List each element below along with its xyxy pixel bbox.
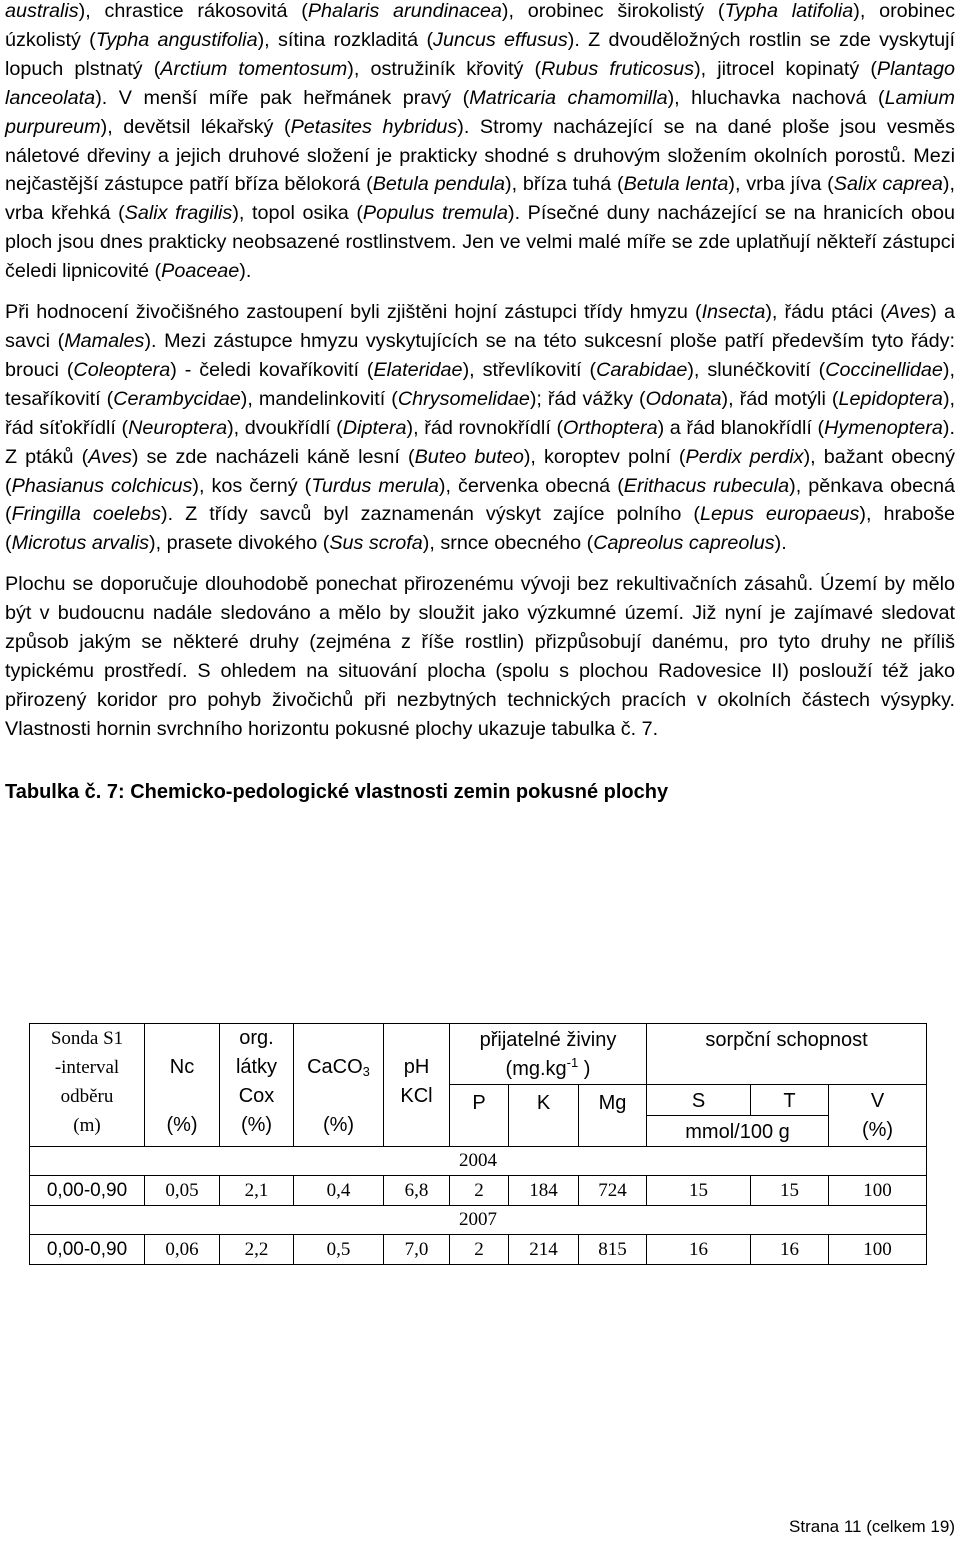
latin-name: Arctium tomentosum: [160, 57, 348, 80]
text-run: ), kos černý (: [192, 474, 312, 497]
latin-name: Cerambycidae: [113, 387, 241, 410]
header-caco3: CaCO$_3$ (%): [294, 1024, 384, 1147]
year-2007: 2007: [30, 1206, 927, 1235]
text-run: ).: [239, 260, 252, 283]
latin-name: Aves: [88, 445, 132, 468]
header-mg: Mg: [579, 1085, 647, 1147]
latin-name: Erithacus rubecula: [623, 474, 790, 497]
latin-name: Chrysomelidae: [397, 387, 530, 410]
latin-name: Lepus europaeus: [700, 503, 860, 526]
table-caption: Tabulka č. 7: Chemicko-pedologické vlastnosti zemin pokusné plochy: [5, 780, 669, 803]
latin-name: Buteo buteo: [414, 445, 524, 468]
paragraph-fauna: [5, 298, 955, 558]
latin-name: Rubus fruticosus: [541, 57, 695, 80]
text-run: ), sítina rozkladitá (: [257, 28, 434, 51]
text-run: ), řád motýli (: [721, 387, 839, 410]
soil-properties-table: [29, 1023, 927, 1265]
text-run: ), střevlíkovití (: [462, 358, 597, 381]
text-run: ). Z třídy savců byl zaznamenán výskyt zajíce polního (: [161, 503, 701, 526]
latin-name: Plantago lanceolata: [5, 57, 956, 109]
latin-name: Typha latifolia: [724, 0, 854, 22]
paragraph-recommendation: [5, 570, 955, 743]
text-run: ), řád síťokřídlí (: [5, 387, 956, 439]
text-run: ) - čeledi kovaříkovití (: [170, 358, 374, 381]
latin-name: Aves: [886, 301, 931, 324]
text-run: Plochu se doporučuje dlouhodobě ponechat přirozenému vývoji bez rekultivačních zásahů. Území by mělo být v budoucnu nadále sledováno a mělo by sloužit jako výzkumné území. Již nyní je zajímavé sledovat způsob jakým se některé druhy (zejména z říše rostlin) přizpůsobují danému, pro tyto druhy ne příliš typickému prostředí. S ohledem na situování plocha (spolu s plochou Radovesice II) poslouží též jako přirozený koridor pro pohyb živočichů při nezbytných technických pracích v okolních částech výsypky. Vlastnosti hornin svrchního horizontu pokusné plochy ukazuje tabulka č. 7.: [5, 573, 955, 740]
year-2004: 2004: [30, 1147, 927, 1176]
latin-name: australis: [5, 0, 79, 22]
header-p: P: [450, 1085, 509, 1147]
header-ph: pH KCl: [384, 1024, 450, 1147]
text-run: ), mandelinkovití (: [240, 387, 398, 410]
latin-name: Fringilla coelebs: [11, 503, 162, 526]
document-page: [5, 0, 955, 806]
text-run: ), červenka obecná (: [438, 474, 624, 497]
table-row: 0,00-0,90 0,06 2,2 0,5 7,0 2 214 815 16 16 100: [30, 1235, 927, 1265]
header-nutrients: přijatelné živiny ($mg.kg^{-1}$ ): [450, 1024, 647, 1085]
text-run: ), tesaříkovití (: [5, 358, 956, 410]
text-run: ). Stromy nacházející se na dané ploše jsou vesměs náletové dřeviny a jejich druhové složení je prakticky shodné s druhovým složením okolních porostů. Mezi nejčastější zástupce patří bříza bělokorá (: [5, 115, 955, 196]
latin-name: Capreolus capreolus: [593, 532, 775, 555]
text-run: ). Mezi zástupce hmyzu vyskytujících se na této sukcesní ploše patří především tyto řády: brouci (: [5, 329, 955, 381]
text-run: ), ostružiník křovitý (: [347, 57, 542, 80]
text-run: ), koroptev polní (: [523, 445, 686, 468]
latin-name: Populus tremula: [362, 202, 508, 225]
latin-name: Salix fragilis: [124, 202, 233, 225]
text-run: ). Z ptáků (: [5, 416, 955, 468]
latin-name: Microtus arvalis: [11, 532, 149, 555]
latin-name: Insecta: [701, 301, 766, 324]
latin-name: Sus scrofa: [329, 532, 423, 555]
header-sorption: sorpční schopnost: [647, 1024, 927, 1085]
header-mmol: mmol/100 g: [647, 1116, 829, 1147]
paragraph-flora: [5, 0, 955, 286]
text-run: ), orobinec úzkolistý (: [5, 0, 955, 51]
latin-name: Typha angustifolia: [95, 28, 258, 51]
text-run: ), řádu ptáci (: [765, 301, 887, 324]
latin-name: Matricaria chamomilla: [469, 86, 668, 109]
text-run: Při hodnocení živočišného zastoupení byli zjištěni hojní zástupci třídy hmyzu (: [5, 301, 702, 324]
latin-name: Salix caprea: [833, 173, 943, 196]
latin-name: Turdus merula: [311, 474, 439, 497]
text-run: ), hraboše (: [5, 503, 955, 555]
latin-name: Petasites hybridus: [290, 115, 458, 138]
text-run: ), hluchavka nachová (: [667, 86, 885, 109]
page-footer: Strana 11 (celkem 19): [789, 1517, 955, 1536]
table-row: 0,00-0,90 0,05 2,1 0,4 6,8 2 184 724 15 15 100: [30, 1176, 927, 1206]
text-run: ) se zde nacházeli káně lesní (: [131, 445, 415, 468]
header-sonda: Sonda S1 -interval odběru (m): [30, 1024, 145, 1147]
latin-name: Perdix perdix: [685, 445, 804, 468]
latin-name: Coccinellidae: [825, 358, 943, 381]
text-run: ). V menší míře pak heřmánek pravý (: [95, 86, 470, 109]
latin-name: Poaceae: [161, 260, 240, 283]
text-run: ), pěnkava obecná (: [5, 474, 955, 526]
latin-name: Betula pendula: [372, 173, 506, 196]
text-run: ), dvoukřídlí (: [227, 416, 343, 439]
header-t: T: [751, 1085, 829, 1116]
header-nc: Nc (%): [145, 1024, 220, 1147]
latin-name: Coleoptera: [73, 358, 171, 381]
text-run: ), vrba jíva (: [728, 173, 834, 196]
text-run: ), srnce obecného (: [422, 532, 594, 555]
header-k: K: [509, 1085, 579, 1147]
latin-name: Diptera: [342, 416, 407, 439]
text-run: ), bříza tuhá (: [505, 173, 624, 196]
text-run: ), devětsil lékařský (: [100, 115, 291, 138]
text-run: ).: [774, 532, 787, 555]
text-run: ), jitrocel kopinatý (: [694, 57, 877, 80]
latin-name: Phasianus colchicus: [11, 474, 193, 497]
latin-name: Odonata: [645, 387, 722, 410]
latin-name: Orthoptera: [563, 416, 658, 439]
latin-name: Betula lenta: [623, 173, 729, 196]
latin-name: Elateridae: [373, 358, 463, 381]
latin-name: Neuroptera: [128, 416, 228, 439]
text-run: ), chrastice rákosovitá (: [78, 0, 308, 22]
text-run: ), topol osika (: [232, 202, 363, 225]
header-cox: org. látky Cox (%): [220, 1024, 294, 1147]
text-run: ); řád vážky (: [529, 387, 646, 410]
latin-name: Mamales: [64, 329, 145, 352]
text-run: ) a savci (: [5, 301, 955, 352]
latin-name: Lamium purpureum: [5, 86, 955, 138]
latin-name: Juncus effusus: [433, 28, 568, 51]
latin-name: Lepidoptera: [838, 387, 943, 410]
latin-name: Phalaris arundinacea: [307, 0, 502, 22]
header-s: S: [647, 1085, 751, 1116]
text-run: ). Písečné duny nacházející se na hranicích obou ploch jsou dnes prakticky neobsazené rostlinstvem. Jen ve velmi malé míře se zde uplatňují někteří zástupci čeledi lipnicovité (: [5, 202, 955, 283]
text-run: ), řád rovnokřídlí (: [406, 416, 564, 439]
text-run: ), orobinec širokolistý (: [501, 0, 725, 22]
text-run: ), vrba křehká (: [5, 173, 956, 225]
latin-name: Carabidae: [596, 358, 688, 381]
latin-name: Hymenoptera: [824, 416, 943, 439]
header-v: V (%): [829, 1085, 927, 1147]
text-run: ), prasete divokého (: [149, 532, 330, 555]
text-run: ), slunéčkovití (: [687, 358, 826, 381]
text-run: ), bažant obecný (: [5, 445, 955, 497]
text-run: ) a řád blanokřídlí (: [657, 416, 825, 439]
text-run: ). Z dvouděložných rostlin se zde vyskytují lopuch plstnatý (: [5, 28, 955, 80]
